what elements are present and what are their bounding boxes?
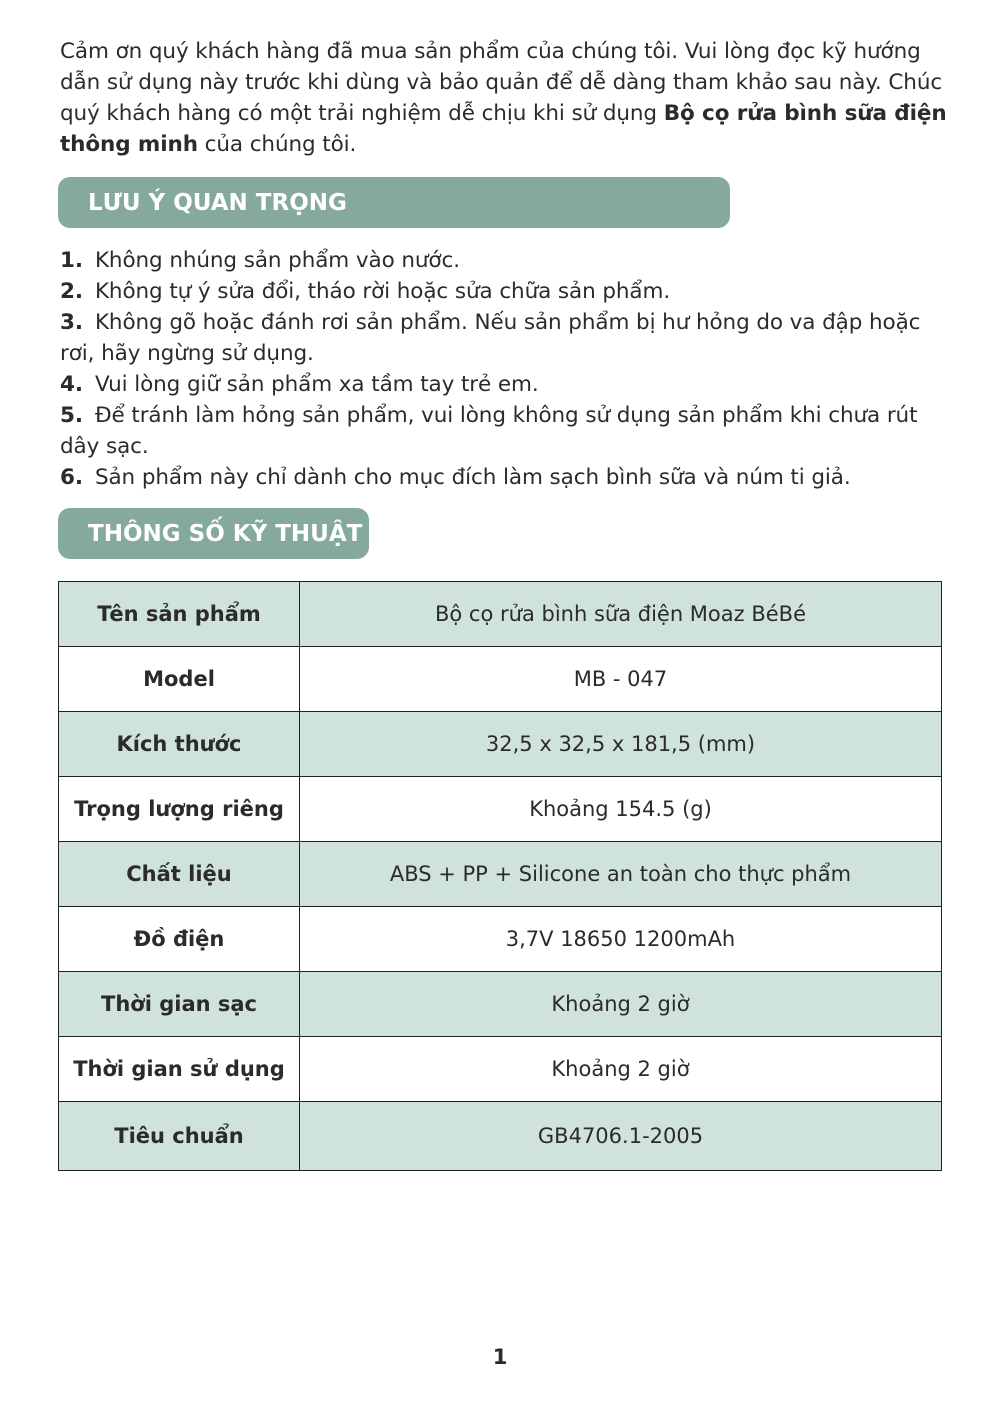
note-number: 3. [60, 310, 83, 335]
note-text: Sản phẩm này chỉ dành cho mục đích làm sạch bình sữa và núm ti giả. [94, 465, 851, 490]
note-number: 2. [60, 279, 83, 304]
note-number: 5. [60, 403, 83, 428]
spec-value: ABS + PP + Silicone an toàn cho thực phẩm [300, 842, 942, 907]
spec-value: MB - 047 [300, 647, 942, 712]
spec-value: 3,7V 18650 1200mAh [300, 907, 942, 972]
spec-label: Tên sản phẩm [59, 582, 300, 647]
intro-text-end: của chúng tôi. [197, 132, 357, 157]
note-item [60, 276, 950, 307]
page-number: 1 [492, 1345, 508, 1369]
spec-row [59, 712, 942, 777]
spec-label: Trọng lượng riêng [59, 777, 300, 842]
important-notes-title: LƯU Ý QUAN TRỌNG [88, 189, 347, 216]
spec-value: Bộ cọ rửa bình sữa điện Moaz BéBé [300, 582, 942, 647]
intro-text: Cảm ơn quý khách hàng đã mua sản phẩm của chúng tôi. Vui lòng đọc kỹ hướng dẫn sử dụng này trước khi dùng và bảo quản để dễ dàng tham khảo sau này. Chúc quý khách hàng có một trải nghiệm dễ chịu khi sử dụng [60, 39, 943, 126]
note-item [60, 245, 950, 276]
spec-row [59, 647, 942, 712]
specifications-heading [58, 508, 369, 559]
note-text: Vui lòng giữ sản phẩm xa tầm tay trẻ em. [94, 372, 539, 397]
spec-label: Thời gian sạc [59, 972, 300, 1037]
spec-label: Kích thước [59, 712, 300, 777]
specifications-title: THÔNG SỐ KỸ THUẬT [88, 520, 363, 547]
note-item [60, 462, 950, 493]
note-item [60, 400, 950, 462]
spec-value: Khoảng 154.5 (g) [300, 777, 942, 842]
spec-row [59, 1037, 942, 1102]
spec-value: GB4706.1-2005 [300, 1102, 942, 1171]
note-number: 4. [60, 372, 83, 397]
spec-label: Chất liệu [59, 842, 300, 907]
spec-label: Đồ điện [59, 907, 300, 972]
spec-row [59, 907, 942, 972]
spec-label: Model [59, 647, 300, 712]
spec-label: Thời gian sử dụng [59, 1037, 300, 1102]
note-number: 6. [60, 465, 83, 490]
note-text: Không gõ hoặc đánh rơi sản phẩm. Nếu sản phẩm bị hư hỏng do va đập hoặc rơi, hãy ngừng sử dụng. [60, 310, 921, 366]
important-notes-heading [58, 177, 730, 228]
spec-value: Khoảng 2 giờ [300, 1037, 942, 1102]
spec-row [59, 972, 942, 1037]
spec-value: Khoảng 2 giờ [300, 972, 942, 1037]
specifications-table [58, 581, 942, 1171]
product-name-bold: Bộ cọ rửa bình sữa điện thông minh [60, 101, 947, 157]
note-item [60, 307, 950, 369]
important-notes-list [60, 245, 950, 493]
note-item [60, 369, 950, 400]
spec-row [59, 777, 942, 842]
note-text: Không tự ý sửa đổi, tháo rời hoặc sửa chữa sản phẩm. [94, 279, 671, 304]
intro-paragraph [60, 36, 950, 160]
spec-value: 32,5 x 32,5 x 181,5 (mm) [300, 712, 942, 777]
spec-row [59, 582, 942, 647]
spec-label: Tiêu chuẩn [59, 1102, 300, 1171]
note-number: 1. [60, 248, 83, 273]
spec-row [59, 1102, 942, 1171]
spec-row [59, 842, 942, 907]
note-text: Để tránh làm hỏng sản phẩm, vui lòng không sử dụng sản phẩm khi chưa rút dây sạc. [60, 403, 918, 459]
note-text: Không nhúng sản phẩm vào nước. [94, 248, 460, 273]
